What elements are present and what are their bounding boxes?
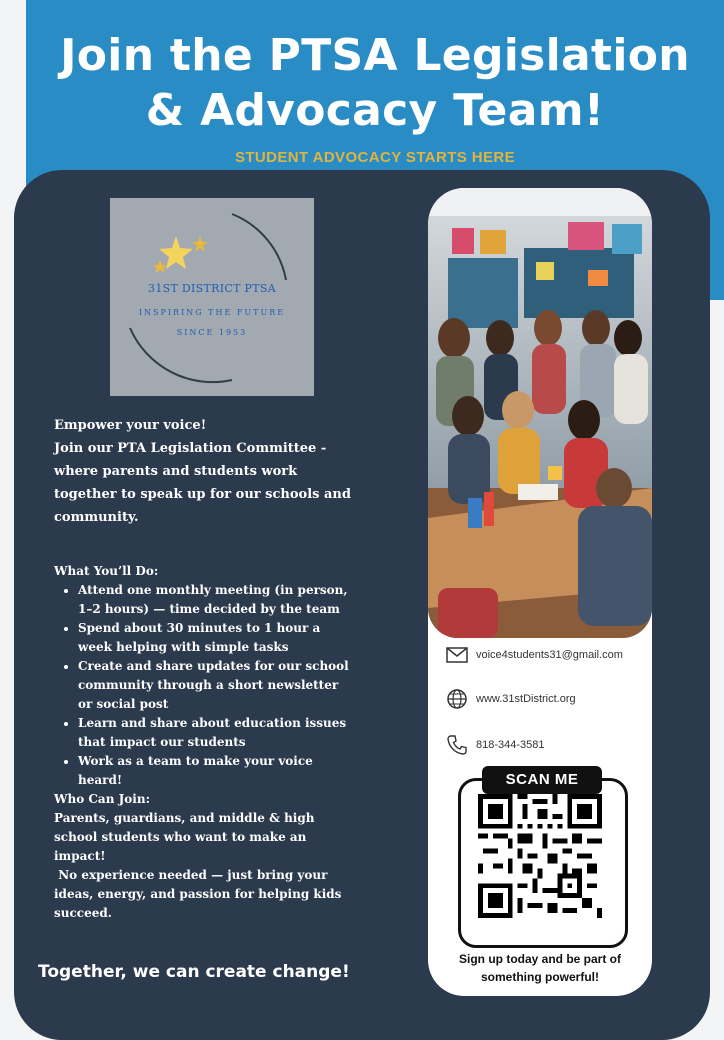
list-item: • Create and share updates for our school community through a short newsletter or social post — [78, 657, 354, 714]
phone-row[interactable] — [446, 734, 646, 756]
what-you-do-list — [54, 581, 354, 790]
closing-slogan: Together, we can create change! — [38, 962, 350, 982]
intro-text — [54, 414, 354, 529]
logo-since: SINCE 1953 — [176, 328, 248, 337]
title-line-2: & Advocacy Team! — [145, 85, 605, 136]
who-can-join-heading: Who Can Join: — [54, 792, 151, 806]
ptsa-logo — [110, 198, 314, 396]
mail-icon — [446, 647, 468, 663]
phone-number[interactable]: 818-344-3581 — [476, 739, 545, 751]
intro-body: Join our PTA Legislation Committee - where parents and students work together to speak up for our schools and community. — [54, 441, 351, 525]
list-item: • Learn and share about education issues that impact our students — [78, 714, 354, 752]
intro-headline: Empower your voice! — [54, 418, 207, 433]
signup-cta: Sign up today and be part of something powerful! — [459, 952, 621, 984]
classroom-photo — [428, 188, 652, 638]
classroom-image-icon — [428, 188, 652, 638]
website-row[interactable] — [446, 688, 646, 710]
logo-tagline: INSPIRING THE FUTURE — [138, 308, 286, 317]
page-subtitle: STUDENT ADVOCACY STARTS HERE — [234, 149, 516, 166]
title-line-1: Join the PTSA Legislation — [60, 30, 690, 81]
website-link[interactable]: www.31stDistrict.org — [476, 693, 576, 705]
who-can-join-text: Parents, guardians, and middle & high school students who want to make an impact! — [54, 811, 315, 863]
contact-panel — [428, 188, 652, 996]
who-can-join-note: No experience needed — just bring your ideas, energy, and passion for helping kids succeed. — [54, 868, 346, 920]
logo-swoosh-icon — [110, 198, 314, 396]
list-item: • Attend one monthly meeting (in person, 1–2 hours) — time decided by the team — [78, 581, 354, 619]
globe-icon — [446, 688, 468, 710]
scan-me-label: SCAN ME — [482, 766, 602, 794]
what-you-do-heading: What You’ll Do: — [54, 564, 159, 578]
email-row[interactable] — [446, 644, 646, 666]
list-item: • Spend about 30 minutes to 1 hour a week helping with simple tasks — [78, 619, 354, 657]
phone-icon — [446, 734, 468, 756]
logo-title: 31ST DISTRICT PTSA — [148, 282, 276, 295]
email-link[interactable]: voice4students31@gmail.com — [476, 649, 623, 661]
details-section — [54, 562, 354, 923]
page-title — [26, 28, 724, 138]
qr-code-icon[interactable] — [478, 794, 602, 918]
list-item: • Work as a team to make your voice heard! — [78, 752, 354, 790]
